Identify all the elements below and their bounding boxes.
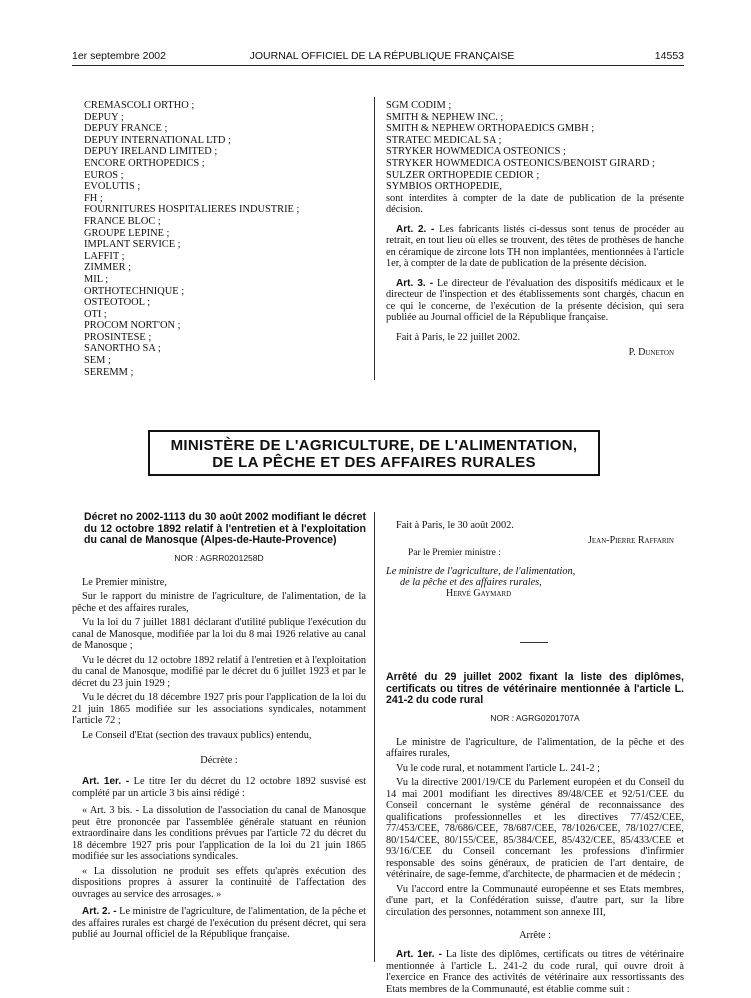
list-item: CREMASCOLI ORTHO ;	[84, 100, 195, 111]
header-rule	[72, 65, 684, 66]
article-label: Art. 1er. -	[396, 949, 442, 961]
column-divider	[374, 97, 375, 380]
decree-paragraph: Vu le décret du 12 octobre 1892 relatif à l'entretien et à l'exploitation du canal de Manosque, modifié par le décret du 6 juillet 1923 et par le décret du 23 juin 1929 ;	[72, 654, 366, 689]
header-journal-title: JOURNAL OFFICIEL DE LA RÉPUBLIQUE FRANÇAISE	[249, 50, 515, 62]
decree-paragraph: Le Conseil d'Etat (section des travaux publics) entendu,	[82, 729, 312, 741]
article-label: Art. 2. -	[396, 223, 435, 235]
list-item: SMITH & NEPHEW INC. ;	[386, 111, 504, 123]
list-item: SEM ;	[84, 355, 111, 367]
list-item: STRYKER HOWMEDICA OSTEONICS/BENOIST GIRARD ;	[386, 157, 655, 169]
section-separator	[520, 642, 548, 643]
list-item: LAFFIT ;	[84, 250, 125, 262]
ministry-heading-line: MINISTÈRE DE L'AGRICULTURE, DE L'ALIMENTATION,	[170, 437, 578, 454]
top-right-column	[386, 100, 684, 358]
signature-name: Jean-Pierre Raffarin	[588, 535, 674, 546]
article-text: Le ministre de l'agriculture, de l'alimentation, de la pêche et des affaires rurales est chargé de l'exécution du présent décret, qui sera publié au Journal officiel de la République française.	[72, 906, 367, 941]
decree-enacting-word: Décrète :	[200, 755, 238, 767]
list-item: SMITH & NEPHEW ORTHOPAEDICS GMBH ;	[386, 123, 595, 135]
signature-preamble: Par le Premier ministre :	[408, 548, 501, 558]
decree-paragraph: Le Premier ministre,	[82, 576, 167, 588]
signature-place-date: Fait à Paris, le 30 août 2002.	[396, 520, 514, 531]
ministry-heading-box	[148, 430, 600, 476]
arrete-nor: NOR : AGRG0201707A	[490, 712, 580, 723]
article-label: Art. 3. -	[396, 277, 434, 289]
arrete-column	[386, 672, 684, 998]
list-item: SULZER ORTHOPEDIE CEDIOR ;	[386, 169, 540, 181]
list-item: SEREMM ;	[84, 366, 134, 378]
list-item: ORTHOTECHNIQUE ;	[84, 285, 185, 297]
minister-title: Le ministre de l'agriculture, de l'alimentation,	[386, 566, 576, 577]
signature-place-date: Fait à Paris, le 22 juillet 2002.	[396, 331, 521, 343]
decree-nor: NOR : AGRR0201258D	[174, 552, 264, 563]
arrete-paragraph: Vu l'accord entre la Communauté européenne et ses Etats membres, d'une part, et la Confédération suisse, d'autre part, sur la libre circulation des personnes, notamment son annexe III,	[386, 883, 684, 918]
list-item: EVOLUTIS ;	[84, 181, 141, 193]
header-date: 1er septembre 2002	[72, 50, 166, 62]
list-item: FH ;	[84, 192, 103, 204]
list-item: SANORTHO SA ;	[84, 343, 161, 355]
list-item: IMPLANT SERVICE ;	[84, 239, 181, 251]
list-item: EUROS ;	[84, 169, 124, 181]
header-page-number: 14553	[654, 50, 684, 62]
article-text: Les fabricants listés ci-dessus sont tenus de procéder au retrait, en tout lieu où elles se trouvent, des têtes de prothèses de hanche en céramique de zircone lots TH non implantées, mentionnées à l'article 1er, à compter de la date de publication de la présente décision.	[386, 223, 684, 270]
arrete-title: Arrêté du 29 juillet 2002 fixant la liste des diplômes, certificats ou titres de vétérinaire mentionnée à l'article L. 241-2 du code rural	[386, 671, 684, 707]
arrete-paragraph: Vu la directive 2001/19/CE du Parlement européen et du Conseil du 14 mai 2001 modifiant les directives 89/48/CEE et 92/51/CEE du Conseil concernant le système général de reconnaissance des qualifications professionnelles et les directives 77/452/CEE, 77/453/CEE, 78/686/CEE, 78/687/CEE, 78/1026/CEE, 78/1027/CEE, 80/154/CEE, 80/155/CEE, 85/384/CEE, 85/432/CEE, 85/433/CEE et 93/16/CEE du Conseil concernant les professions d'infirmier responsable des soins généraux, de praticien de l'art dentaire, de vétérinaire, de sage-femme, d'architecte, de pharmacien et de médecin ;	[386, 777, 684, 881]
decree-paragraph: Sur le rapport du ministre de l'agriculture, de l'alimentation, de la pêche et des affaires rurales,	[72, 591, 366, 614]
decree-title: Décret no 2002-1113 du 30 août 2002 modifiant le décret du 12 octobre 1892 relatif à l'entretien et à l'exploitation du canal de Manosque (Alpes-de-Haute-Provence)	[84, 511, 366, 547]
minister-name: Hervé Gaymard	[446, 588, 512, 599]
article-2-paragraph	[386, 224, 684, 270]
list-item: STRATEC MEDICAL SA ;	[386, 134, 502, 146]
decree-quote-paragraph: « La dissolution ne produit ses effets qu'après exécution des dispositions propres à assurer la continuité de l'affectation des ouvrages au service des arrosages. »	[72, 865, 366, 900]
article-label: Art. 1er. -	[82, 776, 130, 788]
list-item: DEPUY INTERNATIONAL LTD ;	[84, 134, 231, 146]
article-text: La liste des diplômes, certificats ou titres de vétérinaire mentionnée à l'article L. 241-2 du code rural, qui ouvre droit à l'exercice en France des activités de vétérinaire aux ressortissants des Etats membres de la Communauté, est établie comme suit :	[386, 949, 684, 995]
article-3-paragraph	[386, 278, 684, 324]
decree-signature-block	[386, 520, 684, 599]
manufacturer-list-right	[386, 100, 684, 193]
list-item: GROUPE LEPINE ;	[84, 227, 170, 239]
list-item: DEPUY ;	[84, 111, 124, 123]
list-item: SYMBIOS ORTHOPEDIE,	[386, 181, 502, 193]
prohibition-paragraph: sont interdites à compter de la date de publication de la présente décision.	[386, 192, 684, 216]
list-item: OTI ;	[84, 308, 107, 320]
list-item: ENCORE ORTHOPEDICS ;	[84, 157, 205, 169]
minister-title: de la pêche et des affaires rurales,	[400, 577, 542, 588]
arrete-paragraph: Vu le code rural, et notamment l'article L. 241-2 ;	[396, 762, 600, 774]
list-item: STRYKER HOWMEDICA OSTEONICS ;	[386, 146, 566, 158]
list-item: FOURNITURES HOSPITALIERES INDUSTRIE ;	[84, 204, 300, 216]
ministry-heading-line: DE LA PÊCHE ET DES AFFAIRES RURALES	[212, 454, 536, 471]
decree-paragraph: Vu la loi du 7 juillet 1881 déclarant d'utilité publique l'exécution du canal de Manosque, modifiée par la loi du 8 mai 1926 relative au canal de Manosque ;	[72, 617, 366, 652]
arrete-enacting-word: Arrête :	[519, 930, 551, 942]
decree-column	[72, 512, 366, 944]
decree-paragraph: Vu le décret du 18 décembre 1927 pris pour l'application de la loi du 21 juin 1865 modifiée sur les associations syndicales, notamment l'article 72 ;	[72, 692, 366, 727]
list-item: DEPUY FRANCE ;	[84, 123, 168, 135]
arrete-paragraph: Le ministre de l'agriculture, de l'alimentation, de la pêche et des affaires rurales,	[386, 736, 684, 760]
signature-name: P. Duneton	[628, 347, 674, 359]
list-item: DEPUY IRELAND LIMITED ;	[84, 146, 218, 158]
list-item: ZIMMER ;	[84, 262, 132, 274]
decree-article-1	[72, 776, 366, 799]
article-label: Art. 2. -	[82, 906, 117, 918]
list-item: FRANCE BLOC ;	[84, 215, 161, 227]
decree-quote-paragraph: « Art. 3 bis. - La dissolution de l'association du canal de Manosque peut être prononcée par l'assemblée générale statuant en réunion extraordinaire dans les conditions prévues par l'article 72 du décret du 18 décembre 1927 pris pour l'application de la loi du 21 juin 1865 modifiée sur les associations syndicales.	[72, 805, 366, 863]
article-text: Le directeur de l'évaluation des dispositifs médicaux et le directeur de l'inspection et des établissements sont chargés, chacun en ce qui le concerne, de l'exécution de la présente décision, qui sera publiée au Journal officiel de la République française.	[386, 277, 684, 324]
list-item: PROSINTESE ;	[84, 331, 152, 343]
arrete-article-1	[386, 949, 684, 995]
list-item: MIL ;	[84, 273, 109, 285]
list-item: SGM CODIM ;	[386, 100, 452, 111]
column-divider	[374, 512, 375, 962]
list-item: PROCOM NORT'ON ;	[84, 320, 181, 332]
list-item: OSTEOTOOL ;	[84, 297, 151, 309]
decree-article-2	[72, 906, 366, 941]
article-text: Le titre Ier du décret du 12 octobre 1892 susvisé est complété par un article 3 bis ainsi rédigé :	[72, 776, 367, 799]
manufacturer-list-left	[84, 100, 364, 378]
